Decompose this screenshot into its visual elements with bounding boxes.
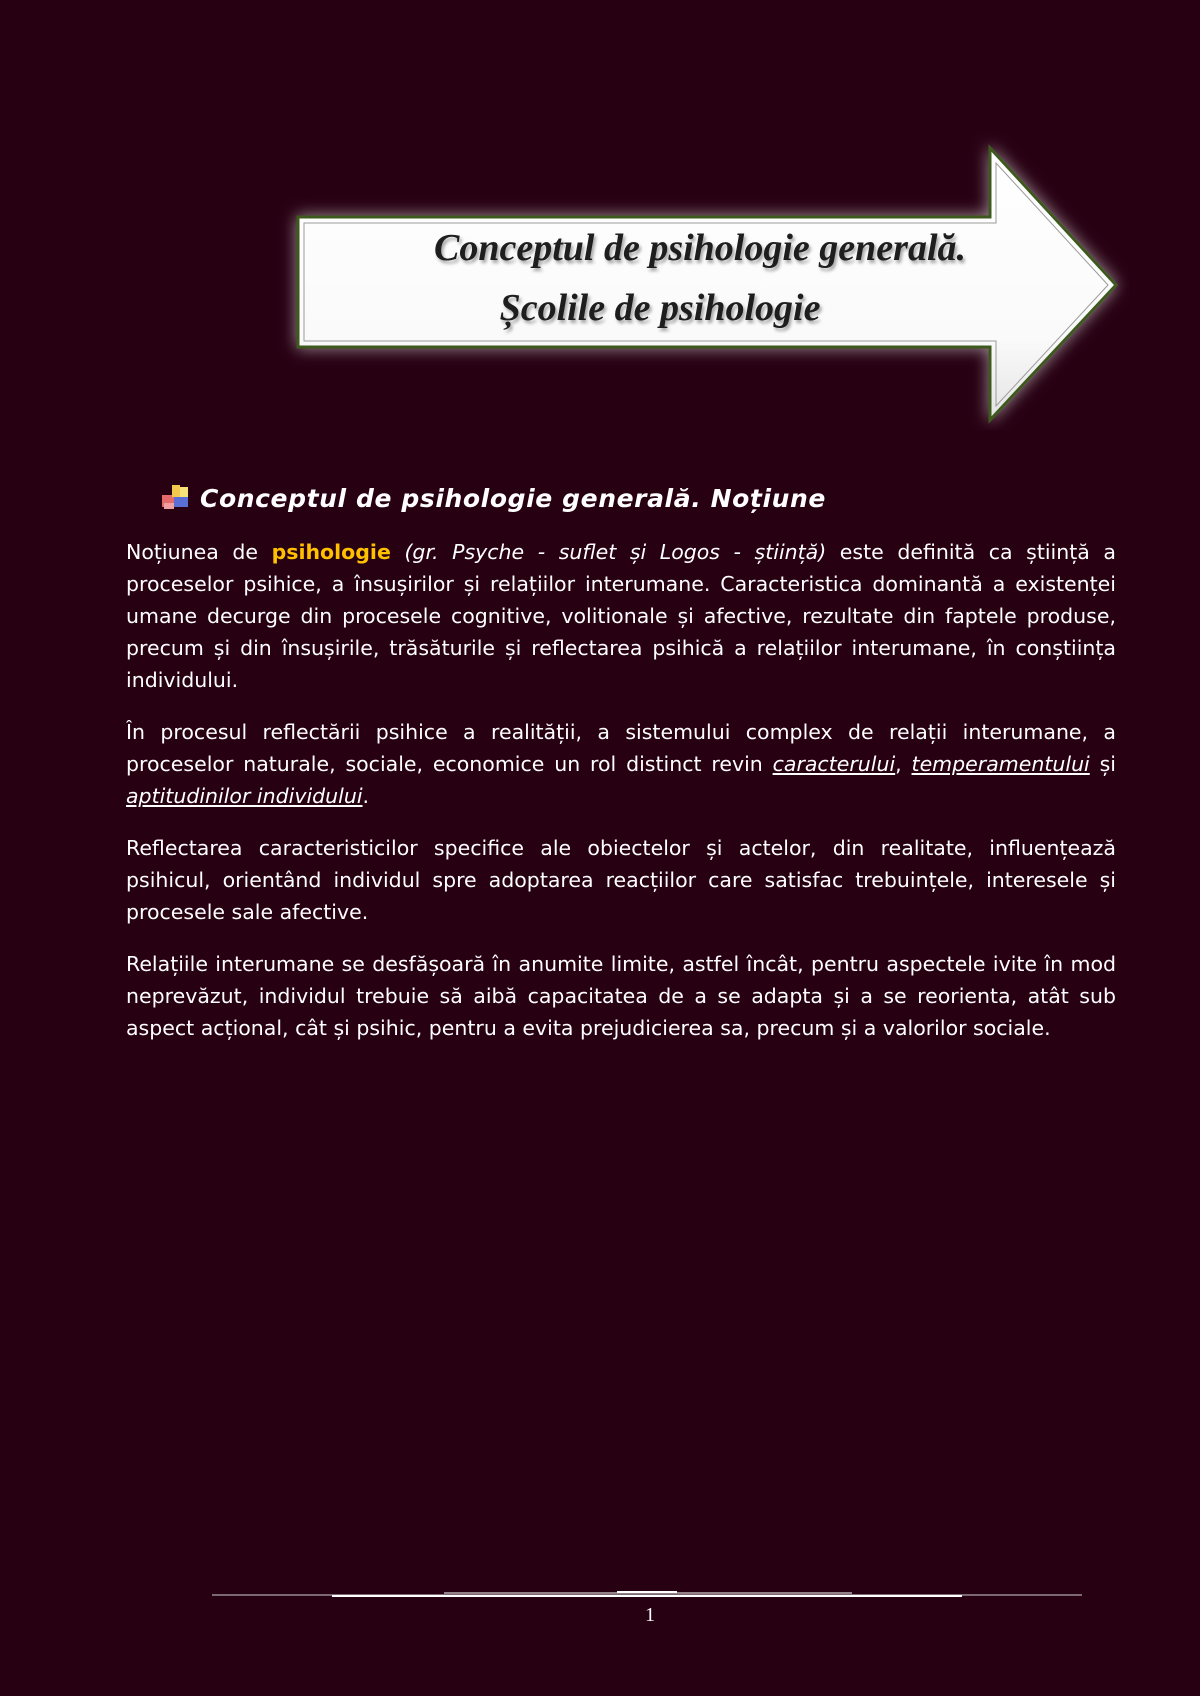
link-caracterului[interactable]: caracterului xyxy=(772,752,896,776)
text-run: este definită ca știință a proceselor psihice, a însușirilor și relațiilor interumane. Caracteristica dominantă a existenței umane decurge din procesele cognitive, volitionale și afective, rezultate din faptele produse, precum și din însușirile, trăsăturile și reflectarea psihică a relațiilor interumane, în conștiința individului. xyxy=(126,540,1116,692)
section-title: Conceptul de psihologie generală. Noțiune xyxy=(200,483,826,513)
section-heading xyxy=(160,478,826,518)
paragraph-definition xyxy=(126,536,1116,696)
paragraph-relations: Relațiile interumane se desfășoară în anumite limite, astfel încât, pentru aspectele ivite în mod neprevăzut, individul trebuie să aibă capacitatea de a se adapta și a se reorienta, atât sub aspect acțional, cât și psihic, pentru a evita prejudicierea sa, precum și a valorilor sociale. xyxy=(126,952,1116,1040)
keyword-psihologie: psihologie xyxy=(271,540,391,564)
text-run: În procesul reflectării psihice a realității, a sistemului complex de relații interumane, a proceselor naturale, sociale, economice un rol distinct revin xyxy=(126,720,1116,776)
page-number: 1 xyxy=(645,1604,655,1626)
footer-divider xyxy=(212,1590,1082,1598)
text-run: , xyxy=(895,752,912,776)
arrow-shape xyxy=(270,130,1130,430)
text-run: și xyxy=(1089,752,1116,776)
paragraph-characteristics: Reflectarea caracteristicilor specifice ale obiectelor și actelor, din realitate, influențează psihicul, orientând individul spre adoptarea reacțiilor care satisfac trebuințele, interesele și procesele sale afective. xyxy=(126,836,1116,924)
banner-title-line-1: Conceptul de psihologie generală. xyxy=(434,227,966,269)
text-run xyxy=(391,540,405,564)
text-run: Noțiunea de xyxy=(126,540,272,564)
text-run: . xyxy=(362,784,370,808)
etymology-note: (gr. Psyche - suflet și Logos - știință) xyxy=(404,540,827,564)
link-temperamentului[interactable]: temperamentului xyxy=(911,752,1090,776)
link-aptitudinilor[interactable]: aptitudinilor individului xyxy=(126,784,363,808)
paragraph-reflection xyxy=(126,716,1116,812)
body-text xyxy=(126,536,1116,1064)
title-banner xyxy=(270,130,1130,430)
banner-title-line-2: Școlile de psihologie xyxy=(499,287,821,329)
document-section-icon xyxy=(160,483,192,513)
